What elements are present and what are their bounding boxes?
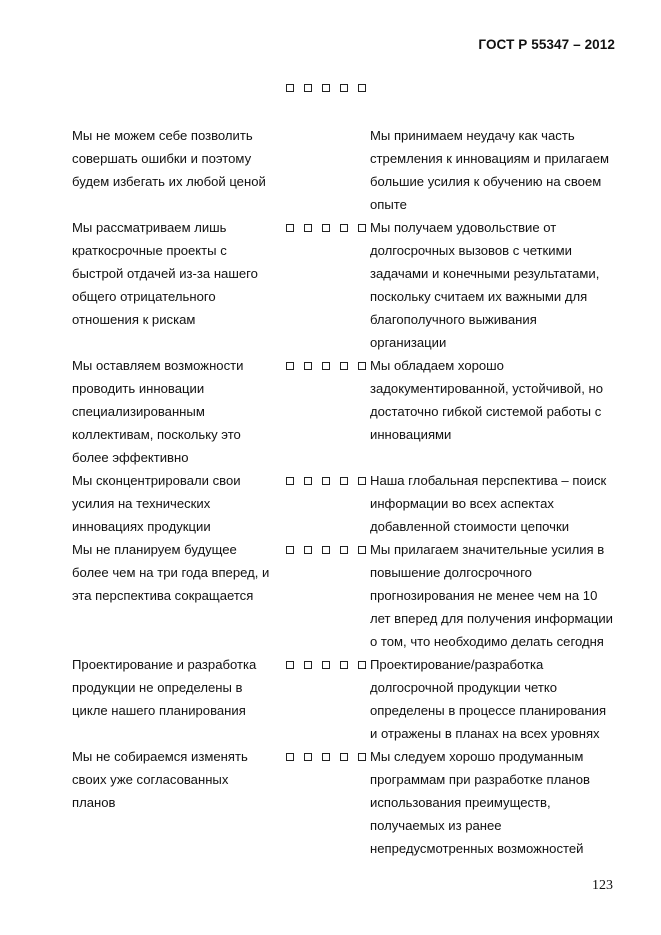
- checkbox-icon: [358, 84, 366, 92]
- checkbox-icon[interactable]: [304, 477, 312, 485]
- checkbox-icon[interactable]: [322, 362, 330, 370]
- positive-statement: Проектирование/разработка долгосрочной продукции четко определены в процессе планирования и отражены в планах на всех уровнях: [370, 657, 607, 741]
- document-header: ГОСТ Р 55347 – 2012: [478, 37, 615, 52]
- positive-statement: Мы прилагаем значительные усилия в повышение долгосрочного прогнозирования не менее чем на 10 лет вперед для получения информации о том, что необходимо делать сегодня: [370, 542, 613, 649]
- positive-statement: Мы получаем удовольствие от долгосрочных вызовов с четкими задачами и конечными результатами, поскольку считаем их важными для благополучного выживания организации: [370, 220, 600, 350]
- checkbox-icon[interactable]: [358, 546, 366, 554]
- statement-row: [72, 216, 632, 354]
- checkbox-icon[interactable]: [322, 661, 330, 669]
- statement-row: [72, 124, 632, 216]
- checkbox-icon[interactable]: [304, 546, 312, 554]
- checkbox-icon[interactable]: [358, 224, 366, 232]
- checkbox-icon[interactable]: [340, 661, 348, 669]
- checkbox-icon[interactable]: [304, 224, 312, 232]
- positive-statement: Наша глобальная перспектива – поиск информации во всех аспектах добавленной стоимости цепочки: [370, 473, 607, 534]
- checkbox-icon[interactable]: [286, 362, 294, 370]
- negative-statement: Мы рассматриваем лишь краткосрочные проекты с быстрой отдачей из-за нашего общего отрицательного отношения к рискам: [72, 220, 258, 327]
- positive-statement: Мы следуем хорошо продуманным программам при разработке планов использования преимуществ, получаемых из ранее непредусмотренных возможностей: [370, 749, 590, 856]
- checkbox-icon[interactable]: [358, 661, 366, 669]
- checkbox-icon[interactable]: [304, 661, 312, 669]
- statement-row: [72, 469, 632, 538]
- negative-statement: Проектирование и разработка продукции не определены в цикле нашего планирования: [72, 657, 257, 718]
- checkbox-icon[interactable]: [358, 362, 366, 370]
- checkbox-icon[interactable]: [340, 362, 348, 370]
- checkbox-icon[interactable]: [358, 753, 366, 761]
- checkbox-icon[interactable]: [358, 477, 366, 485]
- checkbox-icon: [304, 84, 312, 92]
- checkbox-icon[interactable]: [340, 753, 348, 761]
- rating-scale: [286, 745, 370, 860]
- checkbox-icon[interactable]: [286, 546, 294, 554]
- checkbox-icon[interactable]: [286, 753, 294, 761]
- negative-statement: Мы не собираемся изменять своих уже согласованных планов: [72, 749, 248, 810]
- statement-row: [72, 653, 632, 745]
- checkbox-icon[interactable]: [322, 753, 330, 761]
- checkbox-icon[interactable]: [340, 224, 348, 232]
- statement-row: [72, 745, 632, 860]
- checkbox-icon[interactable]: [286, 661, 294, 669]
- rating-scale: [286, 216, 370, 354]
- checkbox-icon: [286, 84, 294, 92]
- negative-statement: Мы не можем себе позволить совершать ошибки и поэтому будем избегать их любой ценой: [72, 128, 266, 189]
- rating-scale: [286, 354, 370, 469]
- checkbox-icon[interactable]: [286, 477, 294, 485]
- statement-row: [72, 354, 632, 469]
- checkbox-icon[interactable]: [340, 477, 348, 485]
- rating-scale: [286, 538, 370, 653]
- checkbox-icon[interactable]: [322, 477, 330, 485]
- checkbox-icon[interactable]: [322, 224, 330, 232]
- checkbox-icon[interactable]: [286, 224, 294, 232]
- rating-scale: [286, 653, 370, 745]
- positive-statement: Мы обладаем хорошо задокументированной, устойчивой, но достаточно гибкой системой работы с инновациями: [370, 358, 604, 442]
- statement-pairs-table: [72, 124, 632, 860]
- positive-statement: Мы принимаем неудачу как часть стремления к инновациям и прилагаем большие усилия к обучению на своем опыте: [370, 128, 609, 212]
- rating-scale-header: [286, 84, 376, 92]
- checkbox-icon[interactable]: [322, 546, 330, 554]
- checkbox-icon: [340, 84, 348, 92]
- rating-scale: [286, 469, 370, 538]
- negative-statement: Мы не планируем будущее более чем на три года вперед, и эта перспектива сокращается: [72, 542, 270, 603]
- checkbox-icon[interactable]: [340, 546, 348, 554]
- checkbox-icon[interactable]: [304, 362, 312, 370]
- page-number: 123: [592, 878, 613, 893]
- statement-row: [72, 538, 632, 653]
- checkbox-icon: [322, 84, 330, 92]
- negative-statement: Мы оставляем возможности проводить инновации специализированным коллективам, поскольку это более эффективно: [72, 358, 244, 465]
- checkbox-icon[interactable]: [304, 753, 312, 761]
- negative-statement: Мы сконцентрировали свои усилия на технических инновациях продукции: [72, 473, 241, 534]
